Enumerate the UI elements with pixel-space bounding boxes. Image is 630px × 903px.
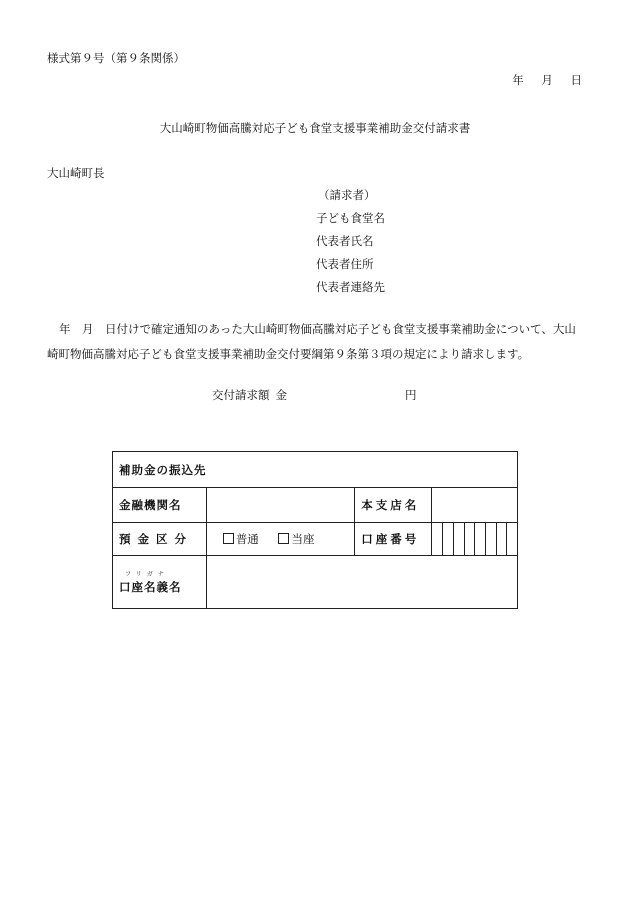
- applicant-heading: （請求者）: [318, 188, 376, 202]
- deposit-option-current[interactable]: 当座: [278, 532, 314, 546]
- account-digit-box[interactable]: [485, 523, 496, 556]
- bank-table-heading: 補助金の振込先: [113, 452, 518, 488]
- checkbox-icon[interactable]: [223, 533, 234, 544]
- request-amount-prefix: 金: [275, 388, 287, 402]
- deposit-type-label: 預金区分: [113, 523, 207, 556]
- account-holder-label-cell: [113, 556, 207, 609]
- request-amount-label: 交付請求額: [212, 388, 270, 402]
- form-number: 様式第９号（第９条関係）: [47, 51, 185, 65]
- account-digit-box[interactable]: [443, 523, 454, 556]
- account-digit-box[interactable]: [507, 523, 518, 556]
- checkbox-icon[interactable]: [278, 533, 289, 544]
- institution-field[interactable]: [206, 488, 354, 523]
- applicant-field-representative-address: 代表者住所: [316, 257, 374, 271]
- date-line: 年 月 日: [512, 73, 582, 87]
- applicant-field-cafeteria-name: 子ども食堂名: [316, 211, 385, 225]
- account-digit-box[interactable]: [453, 523, 464, 556]
- furigana-label: フリガナ: [125, 571, 169, 578]
- document-title: 大山崎町物価高騰対応子ども食堂支援事業補助金交付請求書: [159, 121, 471, 135]
- request-body-text: 年 月 日付けで確定通知のあった大山崎町物価高騰対応子ども食堂支援事業補助金について、大山崎町物価高騰対応子ども食堂支援事業補助金交付要綱第９条第３項の規定により請求します。: [47, 322, 576, 361]
- account-digit-box[interactable]: [464, 523, 475, 556]
- account-holder-field[interactable]: [206, 556, 517, 609]
- account-holder-label-wrap: [119, 569, 182, 595]
- request-amount-line: [212, 387, 287, 403]
- deposit-option-regular[interactable]: 普通: [223, 532, 259, 546]
- request-amount-unit: 円: [405, 388, 417, 402]
- addressee: 大山崎町長: [47, 166, 105, 180]
- account-number-label: 口座番号: [355, 523, 432, 556]
- account-digit-box[interactable]: [496, 523, 507, 556]
- account-digit-box[interactable]: [475, 523, 486, 556]
- applicant-field-representative-name: 代表者氏名: [316, 234, 374, 248]
- bank-transfer-table: [112, 451, 518, 609]
- account-digit-box[interactable]: [432, 523, 443, 556]
- applicant-field-representative-contact: 代表者連絡先: [316, 280, 385, 294]
- branch-label: 本支店名: [355, 488, 432, 523]
- institution-label: 金融機関名: [113, 488, 207, 523]
- account-holder-label: 口座名義名: [119, 580, 182, 594]
- branch-field[interactable]: [432, 488, 518, 523]
- deposit-type-options: [206, 523, 354, 556]
